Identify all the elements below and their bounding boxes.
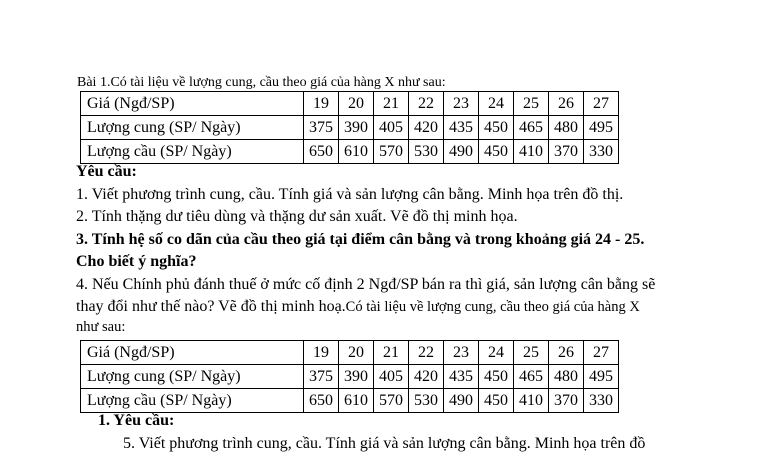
table-cell: 450 <box>479 140 514 164</box>
table-cell: 375 <box>304 116 339 140</box>
table-cell: 495 <box>584 365 619 389</box>
table-cell: 465 <box>514 365 549 389</box>
table-row <box>81 365 619 389</box>
table-row <box>81 389 619 413</box>
table-cell: 650 <box>304 140 339 164</box>
repeat-intro-end: như sau: <box>76 319 126 335</box>
table-cell: 25 <box>514 341 549 365</box>
table-cell: 21 <box>374 92 409 116</box>
table-cell: 410 <box>514 389 549 413</box>
table-row <box>81 140 619 164</box>
table-cell: 530 <box>409 389 444 413</box>
requirement-item-3-cont: Cho biết ý nghĩa? <box>76 253 197 270</box>
requirements-heading: Yêu cầu: <box>76 163 137 180</box>
table-cell: 24 <box>479 341 514 365</box>
table-cell: 375 <box>304 365 339 389</box>
table-cell: 370 <box>549 140 584 164</box>
table-cell: 25 <box>514 92 549 116</box>
table-cell: 26 <box>549 341 584 365</box>
requirement-item-2: 2. Tính thặng dư tiêu dùng và thặng dư sản xuất. Vẽ đồ thị minh họa. <box>76 208 518 225</box>
table-cell: 420 <box>409 116 444 140</box>
table-row <box>81 341 619 365</box>
second-requirements-heading: 1. Yêu cầu: <box>98 412 175 429</box>
table-cell: 570 <box>374 140 409 164</box>
table-cell: 20 <box>339 341 374 365</box>
requirement-item-4-cont <box>76 298 640 316</box>
table-cell: 405 <box>374 365 409 389</box>
table-cell: 650 <box>304 389 339 413</box>
table-cell: 610 <box>339 389 374 413</box>
table-cell: 450 <box>479 116 514 140</box>
table-cell: 450 <box>479 389 514 413</box>
table-cell: 22 <box>409 341 444 365</box>
table-row <box>81 92 619 116</box>
table-cell: 495 <box>584 116 619 140</box>
table-cell: 450 <box>479 365 514 389</box>
row-label: Lượng cầu (SP/ Ngày) <box>81 140 304 164</box>
table-cell: 370 <box>549 389 584 413</box>
table-cell: 19 <box>304 92 339 116</box>
exercise-intro: Bài 1.Có tài liệu về lượng cung, cầu theo giá của hàng X như sau: <box>77 75 446 90</box>
table-cell: 21 <box>374 341 409 365</box>
table-cell: 465 <box>514 116 549 140</box>
requirement-item-4: 4. Nếu Chính phủ đánh thuế ở mức cố định 2 Ngđ/SP bán ra thì giá, sản lượng cân bằng sẽ <box>76 276 656 293</box>
requirement-item-3: 3. Tính hệ số co dãn của cầu theo giá tại điểm cân bằng và trong khoảng giá 24 - 25. <box>76 231 645 248</box>
table-cell: 330 <box>584 389 619 413</box>
table-cell: 410 <box>514 140 549 164</box>
table-cell: 390 <box>339 365 374 389</box>
row-label: Giá (Ngđ/SP) <box>81 92 304 116</box>
row-label: Lượng cung (SP/ Ngày) <box>81 116 304 140</box>
table-cell: 480 <box>549 365 584 389</box>
table-cell: 435 <box>444 365 479 389</box>
cut-off-line: 5. Viết phương trình cung, cầu. Tính giá và sản lượng cân bằng. Minh họa trên đồ <box>123 435 646 452</box>
table-cell: 480 <box>549 116 584 140</box>
table-cell: 26 <box>549 92 584 116</box>
price-quantity-table-repeat <box>80 340 619 413</box>
row-label: Lượng cung (SP/ Ngày) <box>81 365 304 389</box>
table-cell: 27 <box>584 341 619 365</box>
table-row <box>81 116 619 140</box>
table-cell: 490 <box>444 140 479 164</box>
table-cell: 22 <box>409 92 444 116</box>
table-cell: 435 <box>444 116 479 140</box>
price-quantity-table <box>80 91 619 164</box>
table-cell: 570 <box>374 389 409 413</box>
row-label: Lượng cầu (SP/ Ngày) <box>81 389 304 413</box>
table-cell: 20 <box>339 92 374 116</box>
table-cell: 27 <box>584 92 619 116</box>
table-cell: 330 <box>584 140 619 164</box>
table-cell: 420 <box>409 365 444 389</box>
table-cell: 19 <box>304 341 339 365</box>
table-cell: 405 <box>374 116 409 140</box>
table-cell: 610 <box>339 140 374 164</box>
requirement-item-4-end: thay đổi như thế nào? Vẽ đồ thị minh hoạ. <box>76 298 346 315</box>
table-cell: 24 <box>479 92 514 116</box>
table-cell: 390 <box>339 116 374 140</box>
row-label: Giá (Ngđ/SP) <box>81 341 304 365</box>
requirement-item-1: 1. Viết phương trình cung, cầu. Tính giá và sản lượng cân bằng. Minh họa trên đồ thị. <box>76 186 624 203</box>
table-cell: 23 <box>444 92 479 116</box>
table-cell: 530 <box>409 140 444 164</box>
table-cell: 490 <box>444 389 479 413</box>
repeat-intro-tail: Có tài liệu về lượng cung, cầu theo giá của hàng X <box>345 299 640 315</box>
table-cell: 23 <box>444 341 479 365</box>
